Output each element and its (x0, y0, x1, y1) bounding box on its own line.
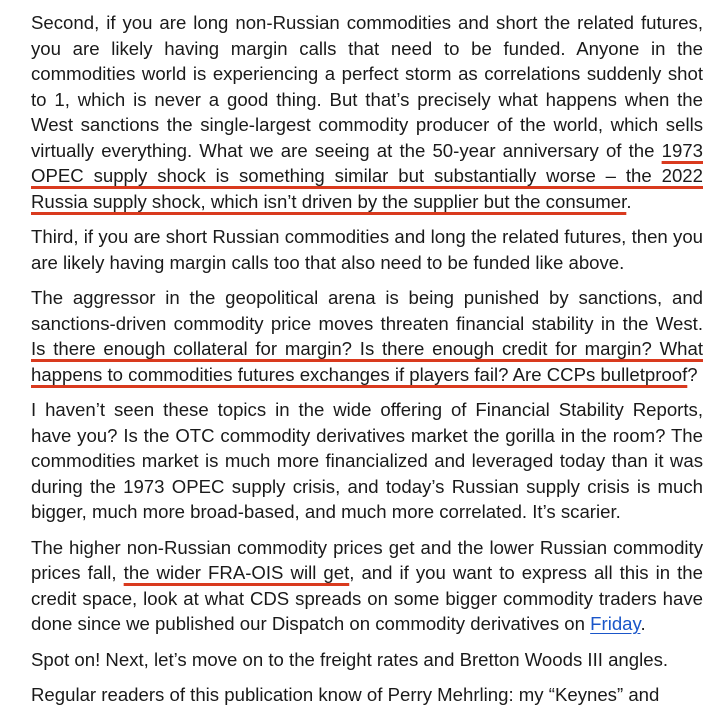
paragraph-margin-calls-short (31, 224, 703, 275)
paragraph-collateral-questions (31, 285, 703, 387)
friday-link[interactable]: Friday (590, 613, 641, 634)
paragraph-end: . (640, 613, 646, 634)
paragraph-text: Regular readers of this publication know of Perry Mehrling: my “Keynes” and (31, 684, 660, 705)
paragraph-fra-ois (31, 535, 703, 637)
red-underline-highlight: 1973 OPEC supply shock is something similar but substantially worse – the 2022 Russia supply shock, which isn’t driven by the supplier but the consumer (31, 139, 703, 212)
paragraph-end: ? (687, 363, 698, 385)
paragraph-text: , and if you want to express all this in the credit space, look at what CDS spreads on some bigger commodity traders have done since we published our Dispatch on commodity derivatives on (31, 562, 703, 634)
red-underline-highlight: Is there enough collateral for margin? Is there enough credit for margin? What happens to commodities futures exchanges if players fail? Are CCPs bulletproof (31, 338, 703, 385)
paragraph-text: Second, if you are long non-Russian commodities and short the related futures, you are likely having margin calls that need to be funded. Anyone in the commodities world is experiencing a perfect storm as correlations suddenly shot to 1, which is never a good thing. But that’s precisely what happens when the West sanctions the single-largest commodity producer of the world, which sells virtually everything. What we are seeing at the 50-year anniversary of the (31, 12, 703, 161)
paragraph-text: Third, if you are short Russian commodities and long the related futures, then you are likely having margin calls too that also need to be funded like above. (31, 226, 703, 273)
paragraph-text: I haven’t seen these topics in the wide offering of Financial Stability Reports, have you? Is the OTC commodity derivatives market the gorilla in the room? The commodities market is much more financialized and leveraged today than it was during the 1973 OPEC supply crisis, and today’s Russian supply crisis is much bigger, much more broad-based, and much more correlated. It’s scarier. (31, 399, 703, 522)
paragraph-margin-calls-long (31, 10, 703, 214)
paragraph-regular-readers (31, 682, 703, 708)
paragraph-text: The aggressor in the geopolitical arena is being punished by sanctions, and sanctions-driven commodity price moves threaten financial stability in the West. (31, 287, 703, 334)
paragraph-text: Spot on! Next, let’s move on to the freight rates and Bretton Woods III angles. (31, 648, 669, 670)
paragraph-end: . (626, 190, 632, 212)
paragraph-financial-stability (31, 397, 703, 525)
document-body (31, 10, 703, 718)
paragraph-text: The higher non-Russian commodity prices get and the lower Russian commodity prices fall, (31, 536, 703, 583)
red-underline-highlight: the wider FRA-OIS will get (123, 562, 350, 583)
paragraph-spot-on (31, 647, 703, 673)
